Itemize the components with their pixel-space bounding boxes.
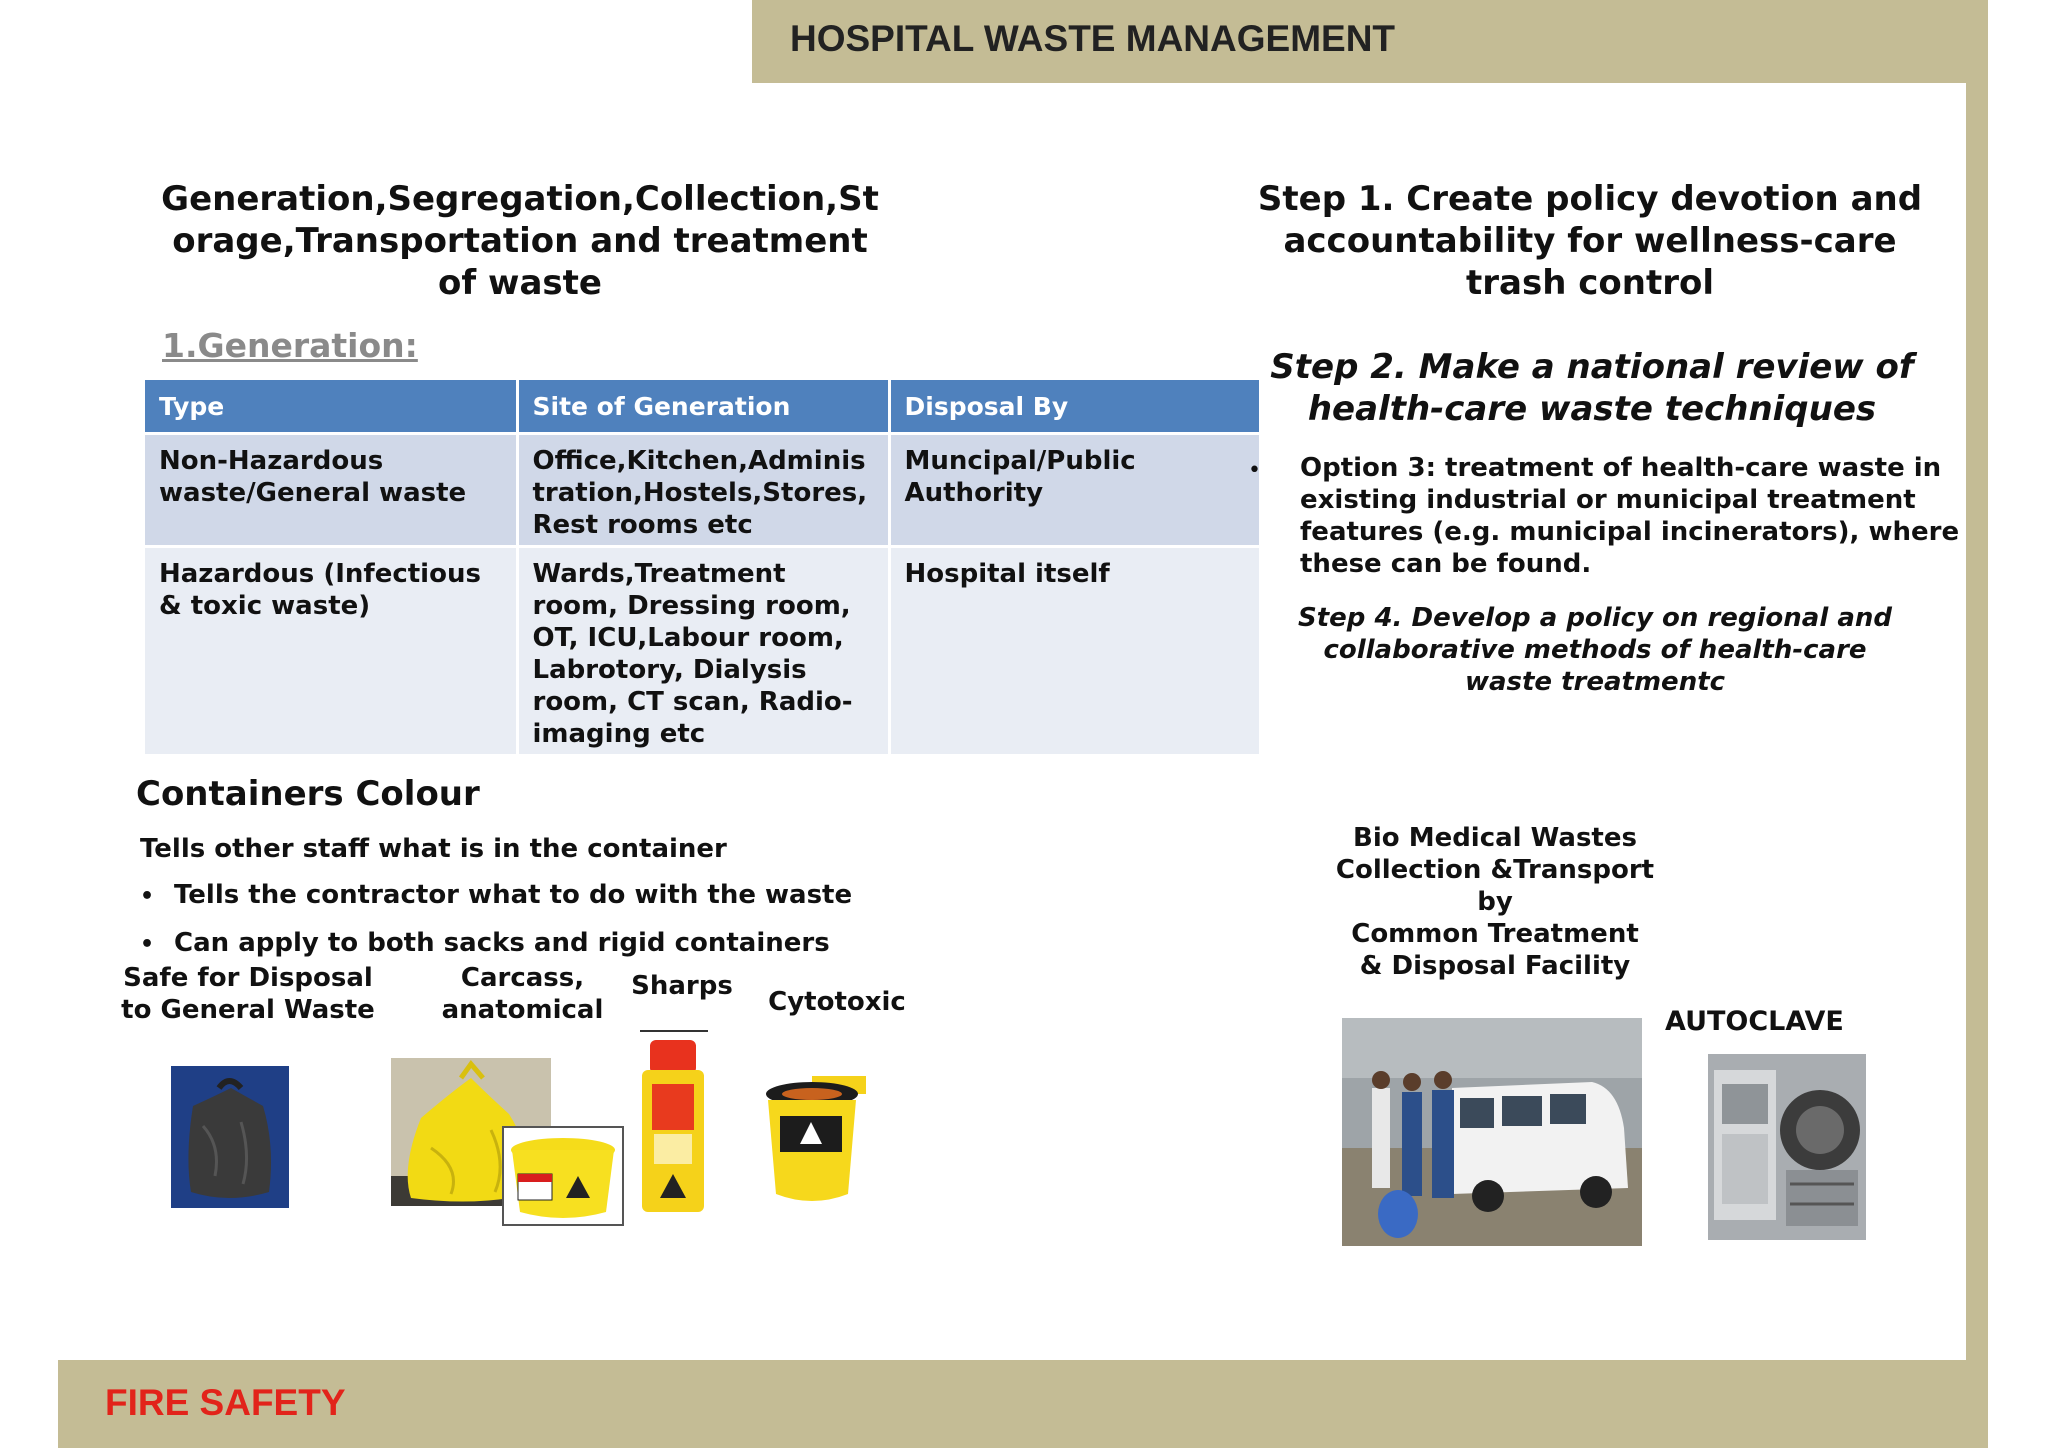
table-header-disposal: Disposal By [889,380,1260,434]
containers-intro-line: Tells other staff what is in the container [140,834,727,864]
table-cell-type: Non-Hazardous waste/General waste [145,434,517,547]
table-cell-site: Office,Kitchen,Administration,Hostels,Stores, Rest rooms etc [517,434,889,547]
right-border-band [1966,83,1988,1360]
table-header-type: Type [145,380,517,434]
table-cell-type: Hazardous (Infectious & toxic waste) [145,547,517,756]
list-item [140,928,830,958]
footer-band [58,1360,1988,1448]
list-item [140,880,852,910]
table-header-row [145,380,1260,434]
bmw-caption-line5: & Disposal Facility [1359,951,1631,981]
bmw-caption-line4: Common Treatment [1351,919,1639,949]
bullet-icon: • [140,932,155,957]
bullet-icon: • [1248,458,1261,483]
footer-title: FIRE SAFETY [105,1382,346,1423]
bullet-icon: • [140,884,155,909]
step1-text: Step 1. Create policy devotion and accountability for wellness-care trash control [1257,179,1923,303]
bmw-caption-line3: by [1477,887,1513,917]
container-label-general: Safe for Disposal to General Waste [121,963,375,1025]
autoclave-label: AUTOCLAVE [1665,1006,1844,1037]
main-heading-line2: orage,Transportation and treatment [172,221,868,261]
generation-table [145,380,1262,757]
autoclave-photo [1708,1054,1866,1240]
container-label-carcass: Carcass, anatomical [441,963,604,1025]
bmw-caption-line2: Collection &Transport [1335,855,1655,885]
bullet-text: Tells the contractor what to do with the waste [174,880,853,910]
containers-heading: Containers Colour [136,774,480,814]
main-heading-line1: Generation,Segregation,Collection,St [161,179,879,219]
table-header-site: Site of Generation [517,380,889,434]
step2-text: Step 2. Make a national review of health-care waste techniques [1270,347,1914,429]
bmw-caption-line1: Bio Medical Wastes [1353,823,1637,853]
bullet-text: Can apply to both sacks and rigid containers [174,928,830,958]
sharps-container-photo [636,1030,712,1220]
table-row [145,434,1260,547]
container-label-sharps: Sharps [631,971,733,1001]
step4-text: Step 4. Develop a policy on regional and collaborative methods of health-care waste treatmentc [1298,603,1892,697]
transport-van-photo [1342,1018,1642,1246]
bmw-caption [1300,822,1690,982]
yellow-bucket-photo [502,1126,624,1226]
container-label-cytotoxic: Cytotoxic [768,987,906,1017]
main-heading [140,178,900,304]
table-cell-disposal: Muncipal/Public Authority [889,434,1260,547]
main-heading-line3: of waste [438,263,602,303]
table-cell-disposal: Hospital itself [889,547,1260,756]
option3-text: Option 3: treatment of health-care waste in existing industrial or municipal treatment features (e.g. municipal incinerators), where these can be found. [1300,453,1960,579]
table-cell-site: Wards,Treatment room, Dressing room, OT, ICU,Labour room, Labrotory, Dialysis room, CT scan, Radio-imaging etc [517,547,889,756]
page-title: HOSPITAL WASTE MANAGEMENT [790,18,1396,59]
cytotoxic-container-photo [762,1076,866,1208]
generation-heading: 1.Generation: [162,326,418,365]
table-row [145,547,1260,756]
black-bag-photo [171,1066,289,1208]
